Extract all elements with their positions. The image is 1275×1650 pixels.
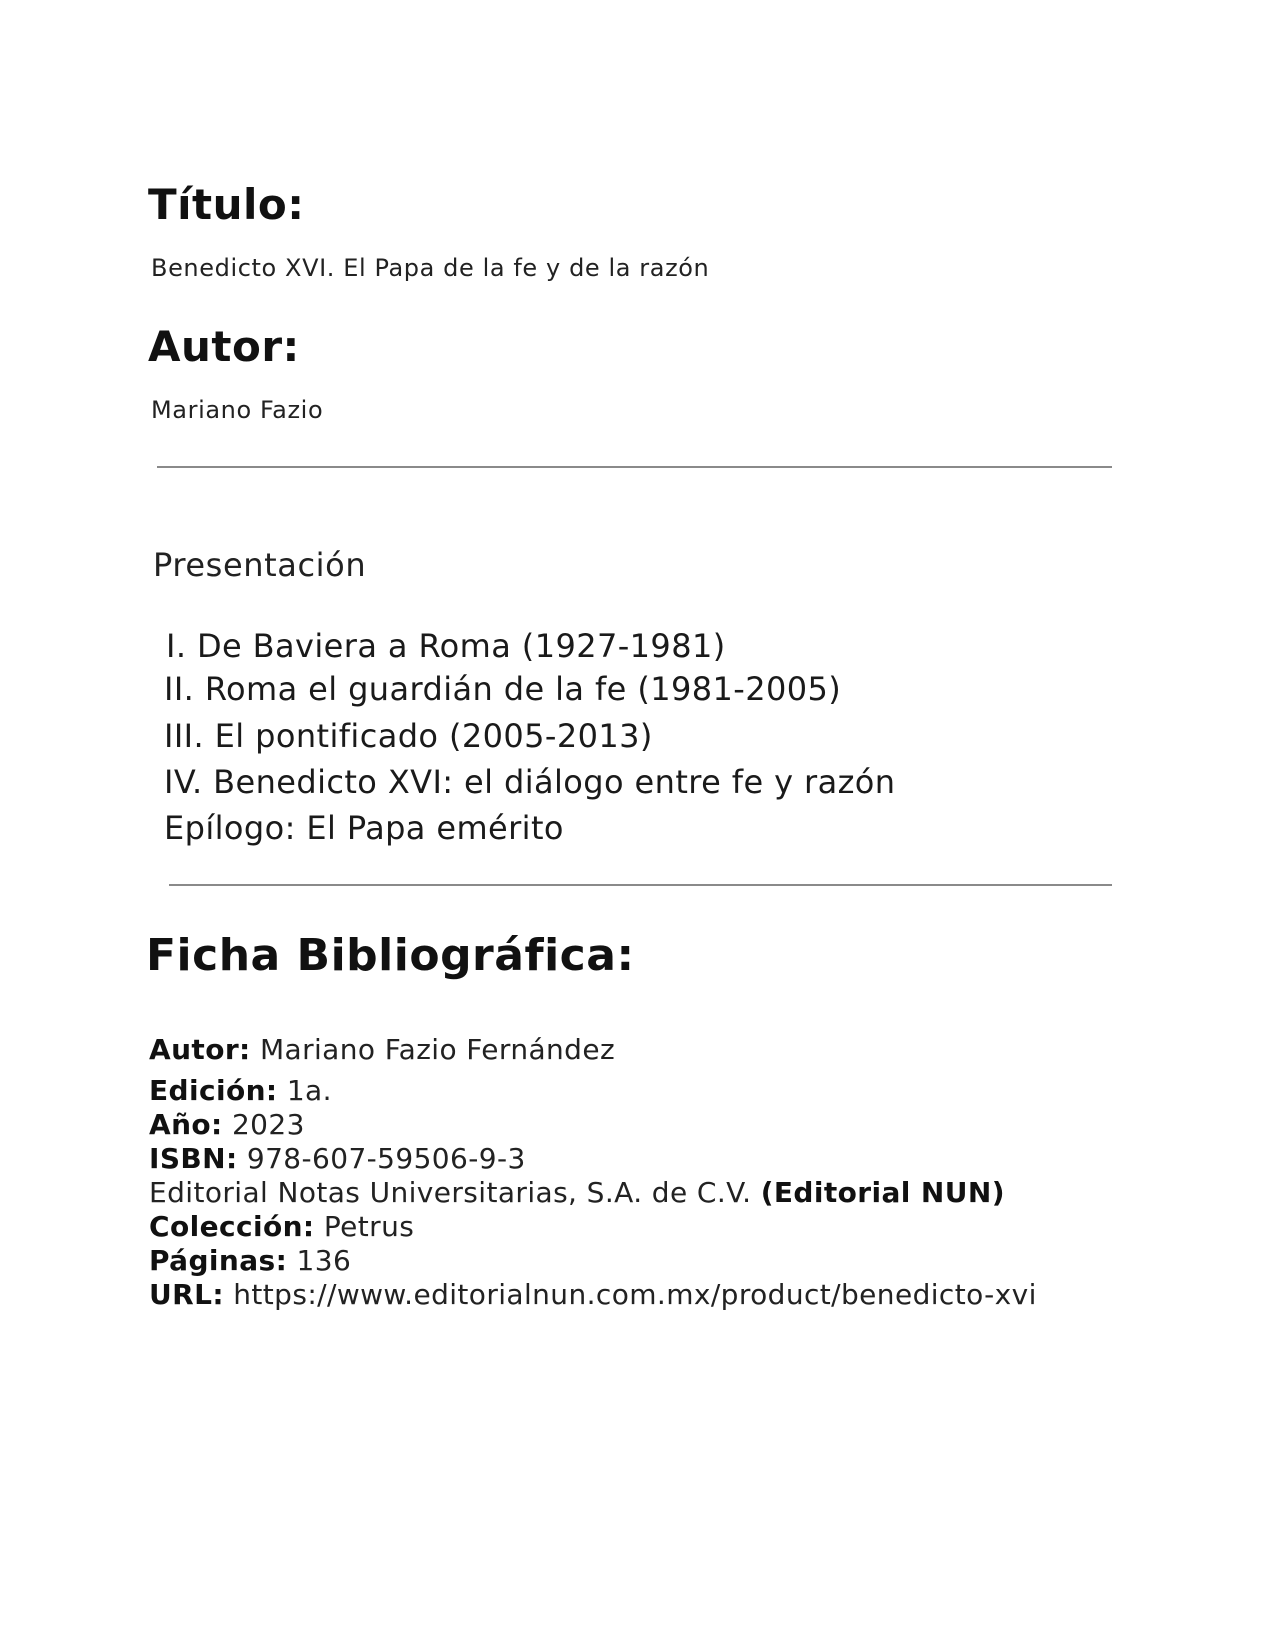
divider-bottom	[169, 884, 1112, 886]
ficha-url-label: URL:	[149, 1278, 224, 1311]
ficha-editorial	[149, 1176, 1005, 1209]
toc-item: I. De Baviera a Roma (1927-1981)	[166, 627, 726, 665]
titulo-value: Benedicto XVI. El Papa de la fe y de la razón	[151, 254, 710, 282]
ficha-anio-value: 2023	[231, 1108, 305, 1141]
titulo-heading: Título:	[148, 180, 305, 229]
presentacion-label: Presentación	[153, 546, 367, 584]
ficha-autor-label: Autor:	[149, 1033, 251, 1066]
ficha-url	[149, 1278, 1037, 1311]
autor-value: Mariano Fazio	[151, 396, 324, 424]
toc-item: Epílogo: El Papa emérito	[164, 809, 564, 847]
toc-item: IV. Benedicto XVI: el diálogo entre fe y razón	[164, 763, 896, 801]
ficha-edicion-label: Edición:	[149, 1074, 278, 1107]
ficha-coleccion-value: Petrus	[323, 1210, 415, 1243]
ficha-heading: Ficha Bibliográfica:	[146, 930, 635, 981]
autor-heading: Autor:	[148, 322, 300, 371]
toc-item: II. Roma el guardián de la fe (1981-2005)	[164, 670, 842, 708]
ficha-paginas	[149, 1244, 351, 1277]
toc-item: III. El pontificado (2005-2013)	[164, 717, 653, 755]
ficha-isbn-value: 978-607-59506-9-3	[246, 1142, 526, 1175]
ficha-editorial-value: Editorial Notas Universitarias, S.A. de C.V.	[149, 1176, 752, 1209]
ficha-autor-value: Mariano Fazio Fernández	[259, 1033, 616, 1066]
ficha-edicion-value: 1a.	[286, 1074, 332, 1107]
ficha-autor	[149, 1033, 615, 1066]
ficha-anio	[149, 1108, 305, 1141]
ficha-editorial-label: (Editorial NUN)	[760, 1176, 1005, 1209]
ficha-paginas-value: 136	[296, 1244, 352, 1277]
divider-top	[157, 466, 1112, 468]
ficha-coleccion	[149, 1210, 414, 1243]
ficha-edicion	[149, 1074, 332, 1107]
ficha-coleccion-label: Colección:	[149, 1210, 315, 1243]
ficha-paginas-label: Páginas:	[149, 1244, 288, 1277]
ficha-isbn-label: ISBN:	[149, 1142, 238, 1175]
ficha-url-link[interactable]: https://www.editorialnun.com.mx/product/benedicto-xvi	[233, 1278, 1037, 1311]
ficha-isbn	[149, 1142, 526, 1175]
ficha-anio-label: Año:	[149, 1108, 223, 1141]
